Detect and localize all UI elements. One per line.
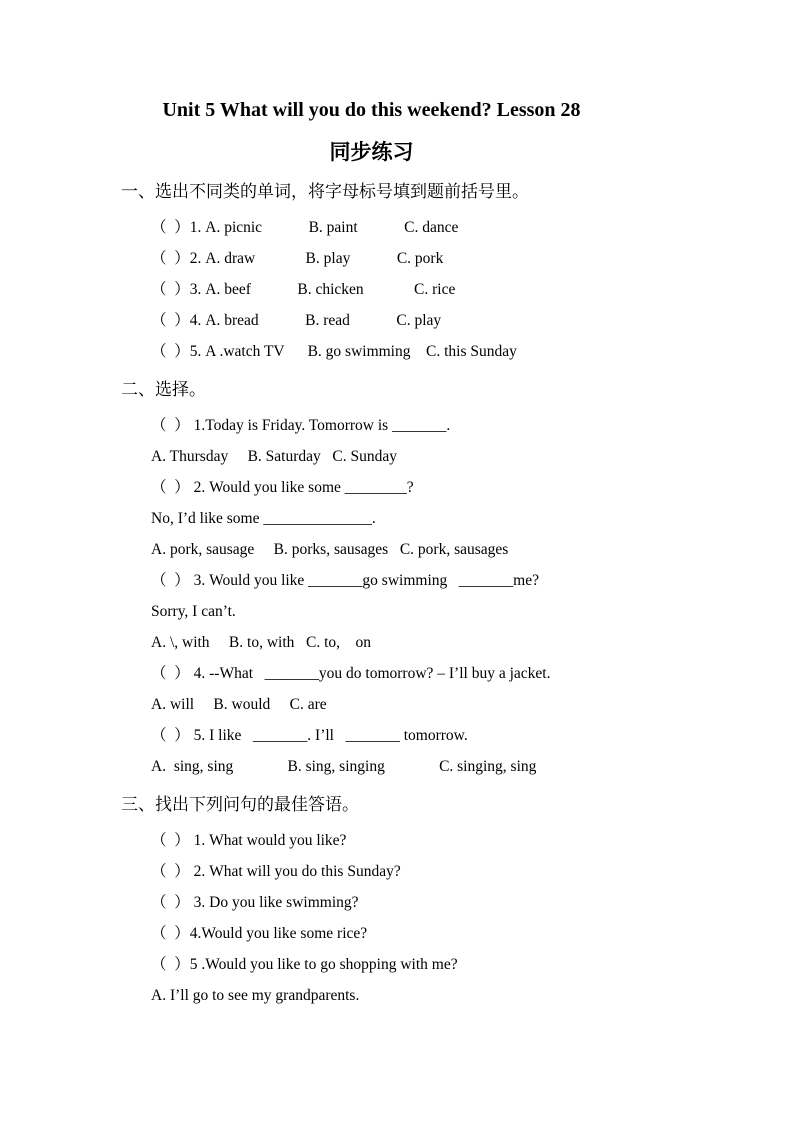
question-line: （ ）5. A .watch TV B. go swimming C. this Sunday xyxy=(151,343,517,360)
question-line: （ ）3. A. beef B. chicken C. rice xyxy=(151,281,456,298)
question-line: （ ） 2. Would you like some ________? xyxy=(151,479,414,496)
question-line: （ ）1. A. picnic B. paint C. dance xyxy=(151,219,459,236)
question-line: （ ） 3. Do you like swimming? xyxy=(151,894,359,911)
section-3-heading: 三、找出下列问句的最佳答语。 xyxy=(121,795,359,814)
question-line: （ ） 4. --What _______you do tomorrow? – I’ll buy a jacket. xyxy=(151,665,551,682)
section-2 xyxy=(0,374,743,782)
question-line: （ ） 2. What will you do this Sunday? xyxy=(151,863,401,880)
question-line: （ ）4. A. bread B. read C. play xyxy=(151,312,442,329)
answer-options-line: A. \, with B. to, with C. to, on xyxy=(151,634,372,651)
section-3 xyxy=(0,789,743,1011)
question-line: （ ）4.Would you like some rice? xyxy=(151,925,368,942)
question-line: （ ） 1.Today is Friday. Tomorrow is _______. xyxy=(151,417,451,434)
question-line: Sorry, I can’t. xyxy=(151,603,236,620)
answer-options-line: A. I’ll go to see my grandparents. xyxy=(151,987,360,1004)
question-line: （ ） 1. What would you like? xyxy=(151,832,347,849)
question-line: （ ） 3. Would you like _______go swimming _______me? xyxy=(151,572,539,589)
question-line: （ ）5 .Would you like to go shopping with me? xyxy=(151,956,458,973)
page-subtitle: 同步练习 xyxy=(329,140,414,164)
question-line: （ ） 5. I like _______. I’ll _______ tomorrow. xyxy=(151,727,468,744)
answer-options-line: A. will B. would C. are xyxy=(151,696,327,713)
page-title: Unit 5 What will you do this weekend? Lesson 28 xyxy=(162,99,581,121)
section-2-heading: 二、选择。 xyxy=(121,380,206,399)
section-1-heading: 一、选出不同类的单词，将字母标号填到题前括号里。 xyxy=(121,182,529,201)
question-line: No, I’d like some ______________. xyxy=(151,510,376,527)
question-line: （ ）2. A. draw B. play C. pork xyxy=(151,250,444,267)
section-1 xyxy=(0,176,743,367)
answer-options-line: A. pork, sausage B. porks, sausages C. pork, sausages xyxy=(151,541,509,558)
answer-options-line: A. Thursday B. Saturday C. Sunday xyxy=(151,448,397,465)
answer-options-line: A. sing, sing B. sing, singing C. singing, sing xyxy=(151,758,537,775)
